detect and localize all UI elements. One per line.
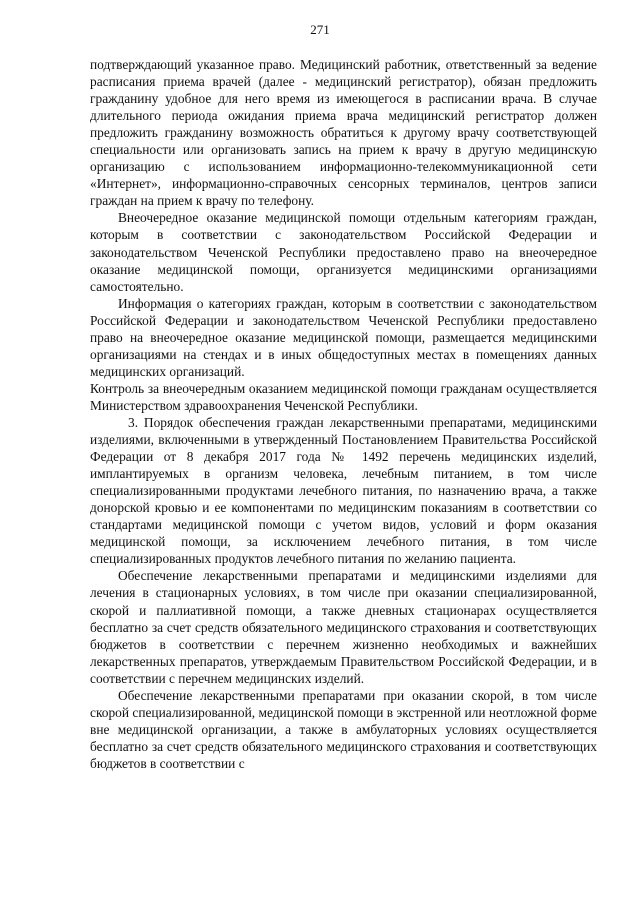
paragraph-control: Контроль за внеочередным оказанием медицинской помощи гражданам осуществляется Министерством здравоохранения Чеченской Республики. [90,380,597,413]
paragraph-priority-info: Информация о категориях граждан, которым в соответствии с законодательством Российской Федерации и законодательством Чеченской Республики предоставлено право на внеочередное оказание медицинской помощи, размещается медицинскими организациями на стендах и в иных общедоступных местах в помещениях данных медицинских организаций. [90,295,597,379]
paragraph-inpatient-supply: Обеспечение лекарственными препаратами и медицинскими изделиями для лечения в стационарных условиях, в том числе при оказании специализированной, скорой и паллиативной помощи, а также дневных стационарах осуществляется бесплатно за счет средств обязательного медицинского страхования и соответствующих бюджетов в соответствии с перечнем жизненно необходимых и важнейших лекарственных препаратов, утверждаемым Правительством Российской Федерации, и в соответствии с перечнем медицинских изделий. [90,568,597,686]
page-number: 271 [310,22,330,37]
paragraph-priority-care: Внеочередное оказание медицинской помощи отдельным категориям граждан, которым в соответствии с законодательством Российской Федерации и законодательством Чеченской Республики предоставлено право на внеочередное оказание медицинской помощи, организуется медицинскими организациями самостоятельно. [90,210,597,294]
paragraph-emergency-supply: Обеспечение лекарственными препаратами при оказании скорой, в том числе скорой специализированной, медицинской помощи в экстренной или неотложной форме вне медицинской организации, а также в амбулаторных условиях осуществляется бесплатно за счет средств обязательного медицинского страхования и соответствующих бюджетов в соответствии с [90,687,597,771]
paragraph-continuation: подтверждающий указанное право. Медицинский работник, ответственный за ведение расписания приема врачей (далее - медицинский регистратор), обязан предложить гражданину удобное для него время из имеющегося в расписании врача. В случае длительного периода ожидания приема врача медицинский регистратор должен предложить гражданину возможность обратиться к другому врачу соответствующей специальности или организовать запись на прием к врачу в другую медицинскую организацию с использованием информационно-телекоммуникационной сети «Интернет», информационно-справочных сенсорных терминалов, центров записи граждан на прием к врачу по телефону. [90,57,597,209]
document-body [90,56,597,772]
paragraph-section-3: 3. Порядок обеспечения граждан лекарственными препаратами, медицинскими изделиями, включенными в утвержденный Постановлением Правительства Российской Федерации от 8 декабря 2017 года № 1492 перечень медицинских изделий, имплантируемых в организм человека, лечебным питанием, в том числе специализированными продуктами лечебного питания, по назначению врача, а также донорской кровью и ее компонентами по медицинским показаниям в соответствии со стандартами медицинской помощи с учетом видов, условий и форм оказания медицинской помощи, за исключением лечебного питания, в том числе специализированных продуктов лечебного питания по желанию пациента. [90,414,597,567]
